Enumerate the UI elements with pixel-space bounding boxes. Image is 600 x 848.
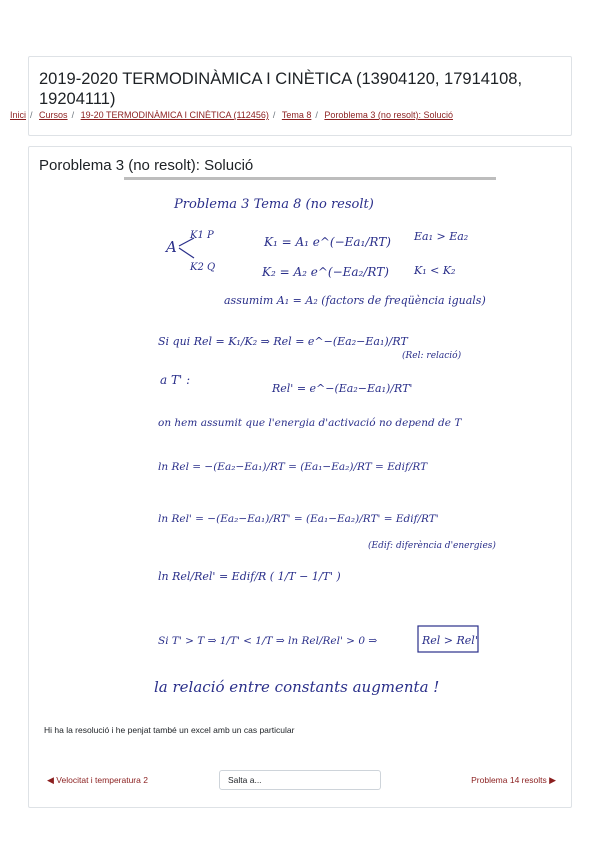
intro-text: Hi ha la resolució i he penjat també un excel amb un cas particular xyxy=(44,725,295,735)
prev-activity-link[interactable] xyxy=(47,775,148,786)
jump-to-select[interactable] xyxy=(219,770,381,790)
hw-ratio-note: (Rel: relació) xyxy=(402,351,462,361)
hw-ratio: Si qui Rel = K₁/K₂ ⇒ Rel = e^−(Ea₂−Ea₁)/RT xyxy=(158,335,408,348)
prev-activity-label: Velocitat i temperatura 2 xyxy=(56,775,148,785)
hw-path2: K2 Q xyxy=(190,262,216,273)
hw-edif: (Edif: diferència d'energies) xyxy=(368,541,496,551)
hw-reactant: A xyxy=(166,238,177,256)
main-content xyxy=(28,146,572,808)
triangle-right-icon: ▶ xyxy=(549,775,556,785)
hw-k1: K₁ = A₁ e^(−Ea₁/RT) xyxy=(264,235,391,249)
hw-note: on hem assumit que l'energia d'activació no depend de T xyxy=(158,417,462,429)
hw-rel2: Rel' = e^−(Ea₂−Ea₁)/RT' xyxy=(272,382,413,395)
hw-ln1: ln Rel = −(Ea₂−Ea₁)/RT = (Ea₁−Ea₂)/RT = Edif/RT xyxy=(158,461,428,473)
page-header xyxy=(28,56,572,136)
triangle-left-icon: ◀ xyxy=(47,775,54,785)
breadcrumb-topic[interactable]: Tema 8 xyxy=(281,110,312,120)
hw-k2: K₂ = A₂ e^(−Ea₂/RT) xyxy=(262,265,389,279)
next-activity-label: Problema 14 resolts xyxy=(471,775,547,785)
hw-cond: Si T' > T ⇒ 1/T' < 1/T ⇒ ln Rel/Rel' > 0 ⇒ xyxy=(158,635,378,647)
breadcrumb-current[interactable]: Poroblema 3 (no resolt): Solució xyxy=(324,110,453,120)
hw-ineq1: Ea₁ > Ea₂ xyxy=(414,230,469,243)
hw-at: a T' : xyxy=(160,373,191,387)
next-activity-link[interactable] xyxy=(471,775,556,786)
hw-ln2: ln Rel' = −(Ea₂−Ea₁)/RT' = (Ea₁−Ea₂)/RT' = Edif/RT' xyxy=(158,513,439,525)
hw-heading: Problema 3 Tema 8 (no resolt) xyxy=(174,197,374,212)
jump-to-label: Salta a... xyxy=(228,775,262,785)
hw-ineq2: K₁ < K₂ xyxy=(414,264,456,277)
breadcrumb-courses[interactable]: Cursos xyxy=(39,110,68,120)
activity-title: Poroblema 3 (no resolt): Solució xyxy=(39,157,254,174)
hw-ln3: ln Rel/Rel' = Edif/R ( 1/T − 1/T' ) xyxy=(158,570,341,583)
hw-path1: K1 P xyxy=(190,230,214,241)
course-title: 2019-2020 TERMODINÀMICA I CINÈTICA (13904120, 17914108, 19204111) xyxy=(39,70,523,108)
hw-assume: assumim A₁ = A₂ (factors de freqüència iguals) xyxy=(224,294,486,307)
breadcrumb-home[interactable]: Inici xyxy=(10,110,27,120)
breadcrumb-course[interactable]: 19-20 TERMODINÀMICA I CINÈTICA (112456) xyxy=(80,110,269,120)
breadcrumb: Inici / Cursos / 19-20 TERMODINÀMICA I CINÈTICA (112456) / Tema 8 / Poroblema 3 (no resolt): Solució xyxy=(10,110,453,120)
hw-conclusion: la relació entre constants augmenta ! xyxy=(154,678,440,696)
solution-image xyxy=(124,177,496,712)
hw-boxed: Rel > Rel' xyxy=(422,634,478,647)
